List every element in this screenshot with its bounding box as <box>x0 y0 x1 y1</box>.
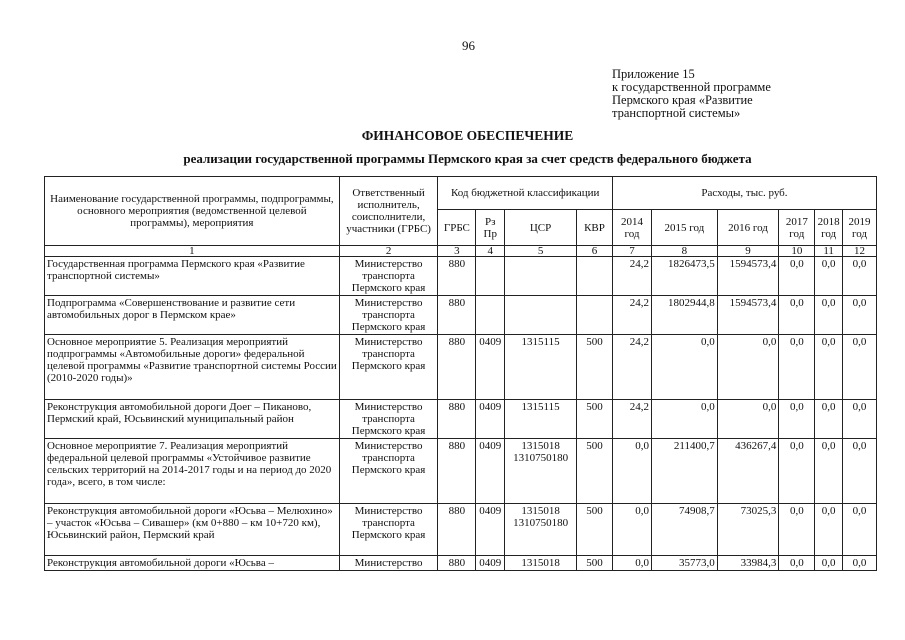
header-expenses-group: Расходы, тыс. руб. <box>612 177 876 210</box>
column-number: 9 <box>717 246 779 257</box>
row-name: Основное мероприятие 7. Реализация мероприятий федеральной целевой программы «Устойчивое развитие сельских территорий на 2014-2017 годы и на период до 2020 года», всего, в том числе: <box>45 439 340 504</box>
row-csr: 1315018 1310750180 <box>505 439 577 504</box>
row-value-2014: 24,2 <box>612 296 651 335</box>
row-value-2018: 0,0 <box>815 504 843 556</box>
row-csr <box>505 296 577 335</box>
row-csr <box>505 257 577 296</box>
header-csr: ЦСР <box>505 210 577 246</box>
row-kvr: 500 <box>577 335 613 400</box>
header-executor: Ответственный исполнитель, соисполнители, участники (ГРБС) <box>339 177 438 246</box>
row-value-2014: 0,0 <box>612 504 651 556</box>
appendix-line: Приложение 15 <box>612 67 695 81</box>
document-subtitle: реализации государственной программы Пермского края за счет средств федерального бюджета <box>183 151 752 166</box>
row-value-2017: 0,0 <box>779 257 815 296</box>
table-row <box>45 504 877 556</box>
row-value-2014: 24,2 <box>612 400 651 439</box>
appendix-line: Пермского края «Развитие <box>612 93 753 107</box>
appendix-line: к государственной программе <box>612 80 771 94</box>
row-value-2014: 24,2 <box>612 257 651 296</box>
row-value-2015: 1802944,8 <box>651 296 717 335</box>
column-number: 7 <box>612 246 651 257</box>
row-rzpr: 0409 <box>476 400 505 439</box>
row-value-2018: 0,0 <box>815 556 843 571</box>
row-value-2019: 0,0 <box>843 556 877 571</box>
row-name: Реконструкция автомобильной дороги «Юсьва – <box>45 556 340 571</box>
row-value-2019: 0,0 <box>843 296 877 335</box>
header-kvr: КВР <box>577 210 613 246</box>
appendix-note <box>612 68 771 120</box>
row-value-2018: 0,0 <box>815 335 843 400</box>
row-rzpr: 0409 <box>476 504 505 556</box>
column-number: 6 <box>577 246 613 257</box>
header-year-2019: 2019 год <box>843 210 877 246</box>
row-value-2019: 0,0 <box>843 257 877 296</box>
row-value-2016: 33984,3 <box>717 556 779 571</box>
row-value-2015: 35773,0 <box>651 556 717 571</box>
budget-table <box>44 176 877 571</box>
header-name: Наименование государственной программы, подпрограммы, основного мероприятия (ведомственной целевой программы), мероприятия <box>45 177 340 246</box>
row-value-2016: 0,0 <box>717 400 779 439</box>
row-value-2015: 0,0 <box>651 335 717 400</box>
page-number: 96 <box>462 38 475 53</box>
row-value-2019: 0,0 <box>843 335 877 400</box>
row-executor: Министерство транспорта Пермского края <box>339 400 438 439</box>
row-csr: 1315115 <box>505 400 577 439</box>
column-number: 4 <box>476 246 505 257</box>
column-number: 2 <box>339 246 438 257</box>
row-csr: 1315018 1310750180 <box>505 504 577 556</box>
row-value-2016: 73025,3 <box>717 504 779 556</box>
row-value-2014: 0,0 <box>612 556 651 571</box>
row-value-2016: 1594573,4 <box>717 257 779 296</box>
row-grbs: 880 <box>438 439 476 504</box>
row-kvr: 500 <box>577 504 613 556</box>
document-title: ФИНАНСОВОЕ ОБЕСПЕЧЕНИЕ <box>361 128 574 143</box>
table-row <box>45 400 877 439</box>
row-value-2015: 1826473,5 <box>651 257 717 296</box>
row-name: Подпрограмма «Совершенствование и развитие сети автомобильных дорог в Пермском крае» <box>45 296 340 335</box>
row-value-2017: 0,0 <box>779 400 815 439</box>
row-value-2019: 0,0 <box>843 504 877 556</box>
row-csr: 1315115 <box>505 335 577 400</box>
row-executor: Министерство транспорта Пермского края <box>339 504 438 556</box>
row-executor: Министерство <box>339 556 438 571</box>
row-value-2017: 0,0 <box>779 296 815 335</box>
row-value-2016: 1594573,4 <box>717 296 779 335</box>
row-executor: Министерство транспорта Пермского края <box>339 335 438 400</box>
row-rzpr: 0409 <box>476 556 505 571</box>
row-kvr: 500 <box>577 439 613 504</box>
row-rzpr <box>476 257 505 296</box>
appendix-line: транспортной системы» <box>612 106 741 120</box>
column-number: 10 <box>779 246 815 257</box>
table-row <box>45 335 877 400</box>
header-year-2018: 2018 год <box>815 210 843 246</box>
row-value-2017: 0,0 <box>779 439 815 504</box>
row-value-2017: 0,0 <box>779 556 815 571</box>
header-rzpr: Рз Пр <box>476 210 505 246</box>
row-value-2018: 0,0 <box>815 439 843 504</box>
row-grbs: 880 <box>438 400 476 439</box>
row-value-2018: 0,0 <box>815 257 843 296</box>
header-year-2015: 2015 год <box>651 210 717 246</box>
row-value-2015: 211400,7 <box>651 439 717 504</box>
row-rzpr <box>476 296 505 335</box>
table-row <box>45 439 877 504</box>
column-number: 12 <box>843 246 877 257</box>
row-value-2016: 0,0 <box>717 335 779 400</box>
row-executor: Министерство транспорта Пермского края <box>339 257 438 296</box>
row-kvr: 500 <box>577 400 613 439</box>
row-value-2018: 0,0 <box>815 400 843 439</box>
column-number: 11 <box>815 246 843 257</box>
row-name: Реконструкция автомобильной дороги «Юсьва – Мелюхино» – участок «Юсьва – Сивашер» (км 0+880 – км 10+720 км), Юсьвинский район, Пермский край <box>45 504 340 556</box>
row-csr: 1315018 <box>505 556 577 571</box>
column-number: 1 <box>45 246 340 257</box>
row-grbs: 880 <box>438 296 476 335</box>
row-value-2017: 0,0 <box>779 335 815 400</box>
row-executor: Министерство транспорта Пермского края <box>339 439 438 504</box>
column-number: 8 <box>651 246 717 257</box>
row-kvr <box>577 296 613 335</box>
row-grbs: 880 <box>438 335 476 400</box>
row-value-2014: 0,0 <box>612 439 651 504</box>
row-rzpr: 0409 <box>476 335 505 400</box>
row-value-2018: 0,0 <box>815 296 843 335</box>
row-grbs: 880 <box>438 504 476 556</box>
row-grbs: 880 <box>438 257 476 296</box>
column-number: 5 <box>505 246 577 257</box>
row-grbs: 880 <box>438 556 476 571</box>
header-year-2014: 2014 год <box>612 210 651 246</box>
header-code-group: Код бюджетной классификации <box>438 177 613 210</box>
row-value-2019: 0,0 <box>843 400 877 439</box>
table-row <box>45 556 877 571</box>
row-value-2016: 436267,4 <box>717 439 779 504</box>
row-kvr <box>577 257 613 296</box>
row-name: Государственная программа Пермского края «Развитие транспортной системы» <box>45 257 340 296</box>
header-year-2016: 2016 год <box>717 210 779 246</box>
row-name: Основное мероприятие 5. Реализация мероприятий подпрограммы «Автомобильные дороги» федеральной целевой программы «Развитие транспортной системы России (2010-2020 годы)» <box>45 335 340 400</box>
column-number-row <box>45 246 877 257</box>
table-row <box>45 296 877 335</box>
header-grbs: ГРБС <box>438 210 476 246</box>
document-heading <box>0 128 905 167</box>
row-kvr: 500 <box>577 556 613 571</box>
row-value-2019: 0,0 <box>843 439 877 504</box>
row-value-2017: 0,0 <box>779 504 815 556</box>
row-rzpr: 0409 <box>476 439 505 504</box>
row-name: Реконструкция автомобильной дороги Доег – Пиканово, Пермский край, Юсьвинский муниципальный район <box>45 400 340 439</box>
row-value-2015: 0,0 <box>651 400 717 439</box>
column-number: 3 <box>438 246 476 257</box>
header-year-2017: 2017 год <box>779 210 815 246</box>
table-row <box>45 257 877 296</box>
row-value-2014: 24,2 <box>612 335 651 400</box>
row-executor: Министерство транспорта Пермского края <box>339 296 438 335</box>
row-value-2015: 74908,7 <box>651 504 717 556</box>
